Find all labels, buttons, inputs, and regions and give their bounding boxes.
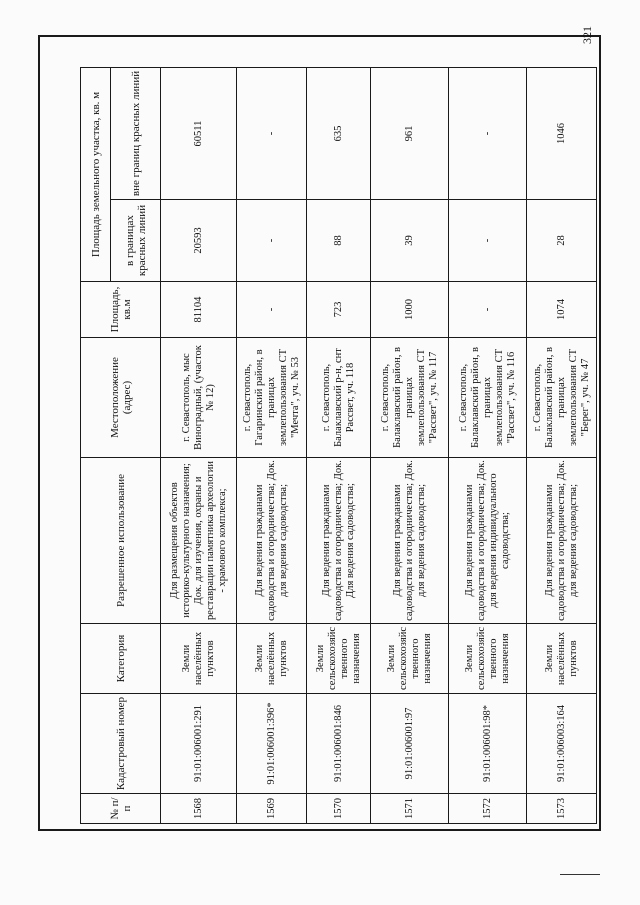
header-area: Площадь, кв.м <box>81 282 161 338</box>
cell-cadastral: 91:01:006001:846 <box>307 694 371 794</box>
cell-location: г. Севастополь, мыс Виноградный, (участок № 12) <box>161 338 237 458</box>
cell-inside: 39 <box>371 200 449 282</box>
cell-location: г. Севастополь, Балаклавский район, в границах землепользования СТ "Рассвет", уч. № 116 <box>449 338 527 458</box>
cell-num: 1572 <box>449 794 527 824</box>
cell-outside: 635 <box>307 67 371 199</box>
cell-area: - <box>237 282 307 338</box>
header-cadastral: Кадастровый номер <box>81 694 161 794</box>
cell-inside: 88 <box>307 200 371 282</box>
table-row <box>449 67 527 823</box>
land-plot-table <box>80 67 597 824</box>
header-num: № п/п <box>81 794 161 824</box>
cell-area: 1000 <box>371 282 449 338</box>
header-location: Местоположение (адрес) <box>81 338 161 458</box>
cell-outside: 1046 <box>527 67 597 199</box>
rotated-table-area <box>80 68 600 824</box>
cell-num: 1570 <box>307 794 371 824</box>
cell-inside: - <box>449 200 527 282</box>
header-plot-area: Площадь земельного участка, кв. м <box>81 67 111 281</box>
cell-usage: Для ведения гражданами садоводства и огородничества; Док. для ведения садоводства; <box>371 458 449 624</box>
cell-inside: - <box>237 200 307 282</box>
table-row <box>307 67 371 823</box>
cell-area: 723 <box>307 282 371 338</box>
cell-usage: Для ведения гражданами садоводства и огородничества; Док. для ведения садоводства; <box>237 458 307 624</box>
table-row <box>371 67 449 823</box>
cell-outside: - <box>449 67 527 199</box>
cell-outside: 961 <box>371 67 449 199</box>
header-outside: вне границ красных линий <box>111 67 161 199</box>
cell-location: г. Севастополь, Балаклавский р-н, снт Рассвет, уч. 118 <box>307 338 371 458</box>
cell-category: Земли населённых пунктов <box>527 624 597 694</box>
cell-inside: 28 <box>527 200 597 282</box>
cell-category: Земли сельскохозяйственного назначения <box>449 624 527 694</box>
footer-rule <box>560 874 600 875</box>
cell-category: Земли населённых пунктов <box>237 624 307 694</box>
cell-usage: Для ведения гражданами садоводства и огородничества; Док. Для ведения садоводства; <box>307 458 371 624</box>
table-row <box>527 67 597 823</box>
cell-cadastral: 91:01:006001:98* <box>449 694 527 794</box>
cell-category: Земли населённых пунктов <box>161 624 237 694</box>
cell-num: 1568 <box>161 794 237 824</box>
table-row <box>237 67 307 823</box>
cell-location: г. Севастополь, Гагаринский район, в границах землепользования СТ "Мечта", уч. № 53 <box>237 338 307 458</box>
cell-num: 1571 <box>371 794 449 824</box>
cell-num: 1573 <box>527 794 597 824</box>
cell-category: Земли сельскохозяйственного назначения <box>307 624 371 694</box>
cell-cadastral: 91:01:006001:97 <box>371 694 449 794</box>
page-number: 321 <box>580 26 594 44</box>
cell-usage: Для ведения гражданами садоводства и огородничества; Док. для ведения индивидуального садоводства; <box>449 458 527 624</box>
header-usage: Разрешенное использование <box>81 458 161 624</box>
cell-usage: Для размещения объектов историко-культурного назначения; Док. для изучения, охраны и реставрации памятника археологии - храмового комплекса; <box>161 458 237 624</box>
cell-category: Земли сельскохозяйственного назначения <box>371 624 449 694</box>
cell-area: 1074 <box>527 282 597 338</box>
cell-area: 81104 <box>161 282 237 338</box>
cell-location: г. Севастополь, Балаклавский район, в границах землепользования СТ "Берег", уч. № 47 <box>527 338 597 458</box>
cell-outside: 60511 <box>161 67 237 199</box>
cell-outside: - <box>237 67 307 199</box>
cell-usage: Для ведения гражданами садоводства и огородничества; Док. для ведения садоводства; <box>527 458 597 624</box>
table-row <box>161 67 237 823</box>
cell-cadastral: 91:01:006001:291 <box>161 694 237 794</box>
header-category: Категория <box>81 624 161 694</box>
cell-num: 1569 <box>237 794 307 824</box>
cell-area: - <box>449 282 527 338</box>
header-inside: в границах красных линий <box>111 200 161 282</box>
cell-location: г. Севастополь, Балаклавский район, в границах землепользования СТ "Рассвет", уч. № 117 <box>371 338 449 458</box>
cell-cadastral: 91:01:006001:396* <box>237 694 307 794</box>
cell-inside: 20593 <box>161 200 237 282</box>
cell-cadastral: 91:01:006003:164 <box>527 694 597 794</box>
